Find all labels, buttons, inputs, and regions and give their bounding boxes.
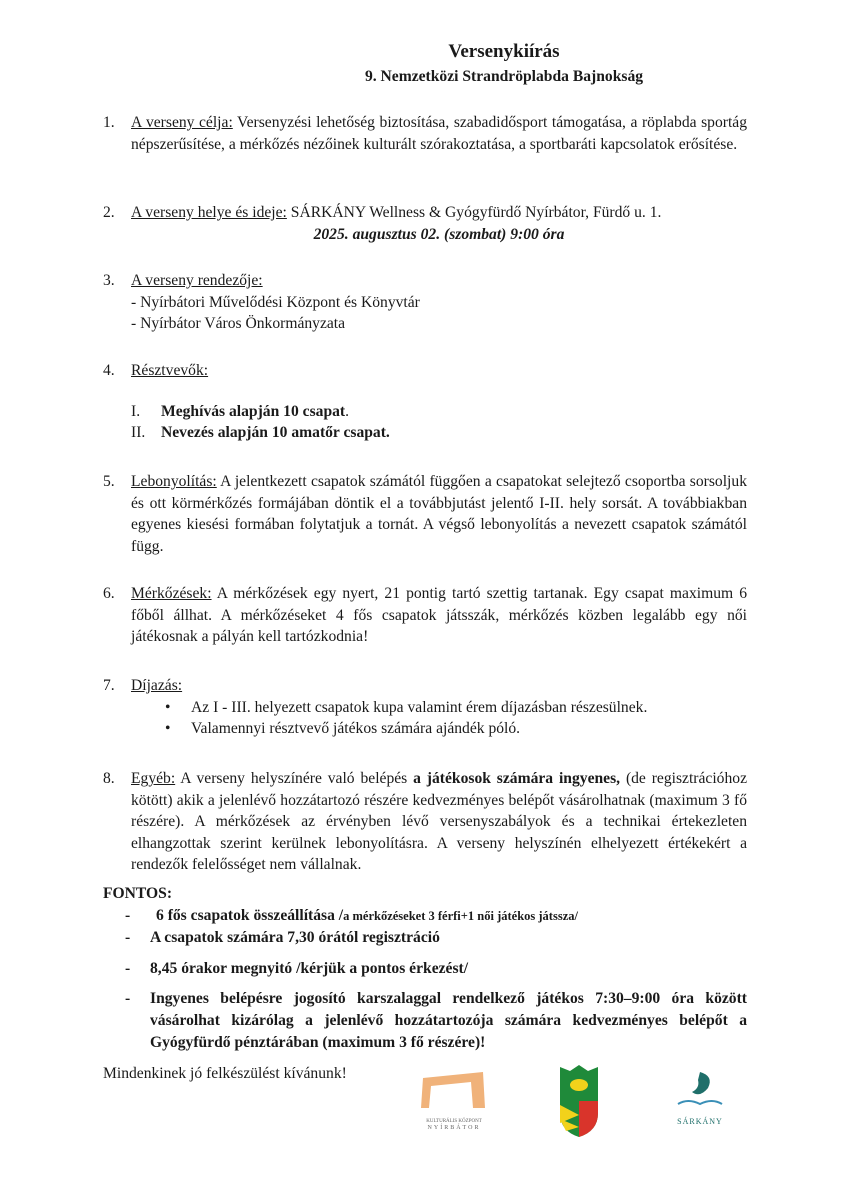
- section-4: [103, 360, 747, 444]
- page-title: Versenykiírás: [448, 41, 560, 62]
- closing-text: Mindenkinek jó felkészülést kívánunk!: [103, 1065, 347, 1082]
- section-label: Lebonyolítás:: [131, 473, 217, 490]
- section-number: 8.: [103, 770, 115, 787]
- section-number: 5.: [103, 473, 115, 490]
- section-6: [103, 583, 747, 648]
- section-label: Egyéb:: [131, 770, 176, 787]
- section-label: A verseny célja:: [131, 114, 233, 131]
- prize-bullet: • Valamennyi résztvevő játékos számára ajándék póló.: [165, 718, 747, 740]
- participant-item: I. Meghívás alapján 10 csapat.: [131, 402, 350, 420]
- section-label: A verseny rendezője:: [131, 272, 263, 289]
- section-number: 7.: [103, 677, 115, 694]
- event-date: 2025. augusztus 02. (szombat) 9:00 óra: [313, 225, 565, 243]
- prize-bullet: • Az I - III. helyezett csapatok kupa valamint érem díjazásban részesülnek.: [165, 697, 747, 719]
- important-item: - A csapatok számára 7,30 órától regisztráció: [125, 929, 440, 947]
- important-item: - Ingyenes belépésre jogosító karszalaggal rendelkező játékos 7:30–9:00 óra között vásárolhat kizárólag a jelenlévő hozzátartozója számára kedvezményes belépőt a Gyógyfürdő pénztárában (maximum 3 fő részére)!: [125, 990, 747, 1051]
- participant-item: II. Nevezés alapján 10 amatőr csapat.: [131, 424, 390, 442]
- section-number: 6.: [103, 585, 115, 602]
- important-notes: [103, 883, 747, 1053]
- section-3: [103, 270, 747, 335]
- section-label: Mérkőzések:: [131, 585, 212, 602]
- section-number: 3.: [103, 272, 115, 289]
- section-text: Versenyzési lehetőség biztosítása, szabadidősport támogatása, a röplabda sportág népszerűsítése, a mérkőzés nézőinek kulturált szórakoztatása, a sportbaráti kapcsolatok erősítése.: [131, 114, 748, 153]
- section-text: SÁRKÁNY Wellness & Gyógyfürdő Nyírbátor, Fürdő u. 1.: [286, 204, 662, 221]
- section-8: 8. Egyéb: A verseny helyszínére való belépés a játékosok számára ingyenes, (de regisztrációhoz kötött) akik a jelenlévő hozzátartozó részére kedvezményes belépőt vásárolhatnak (maximum 3 fő részére). A mérkőzések az érvényben lévő versenyszabályok és a technikai értekezleten elhangzottak szerint kerülnek lebonyolításra. A verseny helyszínén elhelyezett értékekért a rendezők felelősséget nem vállalnak.: [103, 770, 747, 874]
- important-item: - 6 fős csapatok összeállítása /a mérkőzéseket 3 férfi+1 női játékos játssza/: [125, 906, 578, 924]
- sarkany-logo: SÁRKÁNY: [670, 1068, 730, 1126]
- section-5: [103, 471, 747, 557]
- important-item: - 8,45 órakor megnyitó /kérjük a pontos érkezést/: [125, 959, 469, 977]
- section-label: Résztvevők:: [131, 362, 209, 379]
- page-subtitle: 9. Nemzetközi Strandröplabda Bajnokság: [364, 68, 644, 85]
- section-label: A verseny helye és ideje:: [131, 204, 287, 221]
- organizer: - Nyírbátori Művelődési Központ és Könyvtár: [131, 293, 420, 311]
- section-1: [103, 112, 747, 155]
- organizer: - Nyírbátor Város Önkormányzata: [131, 315, 346, 333]
- kulturalis-kozpont-logo: KULTURÁLIS KÖZPONT NYÍRBÁTOR: [415, 1068, 493, 1130]
- important-heading: FONTOS:: [103, 885, 173, 902]
- section-text: A mérkőzések egy nyert, 21 pontig tartó szettig tartanak. Egy csapat maximum 6 főből állhat. A mérkőzéseket 4 fős csapatok játsszák, mérkőzés közben legalább egy női játékosnak a pályán kell tartózkodnia!: [131, 585, 747, 646]
- section-2: [103, 202, 747, 245]
- section-7: [103, 675, 747, 740]
- section-label: Díjazás:: [131, 677, 183, 694]
- section-number: 2.: [103, 204, 115, 221]
- coat-of-arms-icon: [556, 1063, 602, 1146]
- section-text: A jelentkezett csapatok számától függően a csapatokat selejtező csoportba sorsoljuk és ott körmérkőzés formájában döntik el a továbbjutást jelentő I-II. hely sorsát. A továbbiakban egyenes kiesési formában folytatjuk a tornát. A végső lebonyolítás a nevezett csapatok számától függ.: [131, 473, 747, 555]
- section-number: 4.: [103, 362, 115, 379]
- section-number: 1.: [103, 114, 115, 131]
